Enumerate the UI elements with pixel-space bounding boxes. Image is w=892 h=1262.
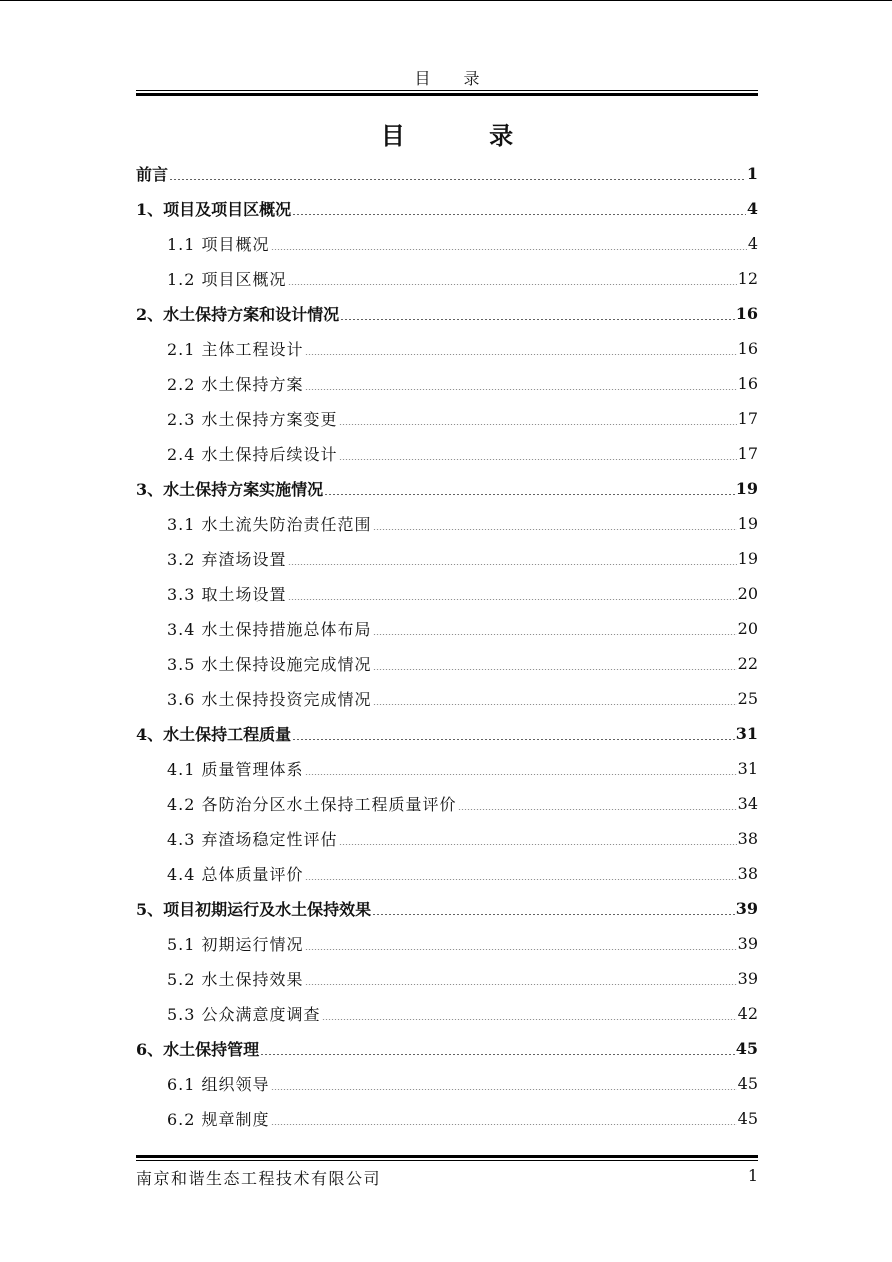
toc-leader-dots bbox=[339, 844, 737, 845]
toc-entry-label: 5、项目初期运行及水土保持效果 bbox=[136, 900, 372, 919]
toc-section-entry[interactable] bbox=[136, 436, 758, 471]
toc-entry-page: 31 bbox=[735, 724, 758, 743]
toc-leader-dots bbox=[288, 599, 737, 600]
toc-leader-dots bbox=[339, 424, 737, 425]
toc-entry-label: 2.3 水土保持方案变更 bbox=[167, 410, 338, 429]
footer-page-number: 1 bbox=[747, 1166, 758, 1185]
toc-entry-page: 20 bbox=[737, 584, 758, 603]
toc-entry-label: 4.2 各防治分区水土保持工程质量评价 bbox=[167, 795, 457, 814]
toc-entry-label: 3、水土保持方案实施情况 bbox=[136, 480, 324, 499]
toc-entry-label: 6、水土保持管理 bbox=[136, 1040, 260, 1059]
toc-entry-page: 19 bbox=[735, 479, 758, 498]
toc-entry-page: 39 bbox=[737, 934, 758, 953]
toc-chapter-entry[interactable] bbox=[136, 891, 758, 926]
toc-section-entry[interactable] bbox=[136, 681, 758, 716]
toc-entry-label: 6.1 组织领导 bbox=[167, 1075, 270, 1094]
toc-section-entry[interactable] bbox=[136, 926, 758, 961]
toc-entry-label: 5.3 公众满意度调查 bbox=[167, 1005, 321, 1024]
toc-leader-dots bbox=[271, 249, 747, 250]
toc-entry-label: 5.2 水土保持效果 bbox=[167, 970, 304, 989]
toc-leader-dots bbox=[292, 739, 735, 740]
footer-rule-thick bbox=[136, 1155, 758, 1158]
toc-leader-dots bbox=[339, 459, 737, 460]
toc-entry-label: 1、项目及项目区概况 bbox=[136, 200, 292, 219]
toc-section-entry[interactable] bbox=[136, 646, 758, 681]
toc-section-entry[interactable] bbox=[136, 226, 758, 261]
toc-entry-label: 4、水土保持工程质量 bbox=[136, 725, 292, 744]
toc-leader-dots bbox=[305, 354, 737, 355]
toc-entry-page: 39 bbox=[737, 969, 758, 988]
toc-entry-page: 16 bbox=[735, 304, 758, 323]
toc-chapter-entry[interactable] bbox=[136, 716, 758, 751]
toc-section-entry[interactable] bbox=[136, 1066, 758, 1101]
toc-entry-page: 22 bbox=[737, 654, 758, 673]
toc-entry-page: 4 bbox=[747, 234, 758, 253]
toc-entry-label: 4.3 弃渣场稳定性评估 bbox=[167, 830, 338, 849]
toc-leader-dots bbox=[169, 179, 746, 180]
toc-section-entry[interactable] bbox=[136, 541, 758, 576]
toc-entry-label: 1.2 项目区概况 bbox=[167, 270, 287, 289]
toc-entry-page: 19 bbox=[737, 549, 758, 568]
toc-section-entry[interactable] bbox=[136, 331, 758, 366]
toc-entry-label: 6.2 规章制度 bbox=[167, 1110, 270, 1129]
toc-section-entry[interactable] bbox=[136, 611, 758, 646]
toc-leader-dots bbox=[292, 214, 746, 215]
toc-entry-page: 38 bbox=[737, 864, 758, 883]
toc-leader-dots bbox=[373, 529, 737, 530]
toc-section-entry[interactable] bbox=[136, 261, 758, 296]
toc-leader-dots bbox=[372, 914, 735, 915]
toc-entry-page: 45 bbox=[737, 1074, 758, 1093]
toc-entry-page: 31 bbox=[737, 759, 758, 778]
toc-leader-dots bbox=[322, 1019, 737, 1020]
toc-leader-dots bbox=[271, 1089, 737, 1090]
toc-leader-dots bbox=[288, 284, 737, 285]
table-of-contents bbox=[136, 156, 758, 1136]
top-border-line bbox=[0, 0, 892, 1]
toc-section-entry[interactable] bbox=[136, 961, 758, 996]
header-rule-thick bbox=[136, 93, 758, 96]
toc-leader-dots bbox=[324, 494, 735, 495]
footer-rule-thin bbox=[136, 1160, 758, 1161]
toc-leader-dots bbox=[340, 319, 735, 320]
toc-leader-dots bbox=[305, 389, 737, 390]
toc-entry-page: 45 bbox=[737, 1109, 758, 1128]
toc-section-entry[interactable] bbox=[136, 1101, 758, 1136]
toc-chapter-entry[interactable] bbox=[136, 1031, 758, 1066]
toc-section-entry[interactable] bbox=[136, 506, 758, 541]
footer-company-name: 南京和谐生态工程技术有限公司 bbox=[136, 1169, 382, 1188]
running-header: 目 录 bbox=[414, 69, 494, 88]
toc-entry-page: 12 bbox=[737, 269, 758, 288]
toc-entry-page: 34 bbox=[737, 794, 758, 813]
toc-entry-page: 39 bbox=[735, 899, 758, 918]
toc-chapter-entry[interactable] bbox=[136, 296, 758, 331]
toc-entry-page: 19 bbox=[737, 514, 758, 533]
toc-entry-page: 45 bbox=[735, 1039, 758, 1058]
toc-leader-dots bbox=[373, 669, 737, 670]
header-rule-thin bbox=[136, 90, 758, 91]
toc-entry-label: 5.1 初期运行情况 bbox=[167, 935, 304, 954]
toc-entry-label: 3.1 水土流失防治责任范围 bbox=[167, 515, 372, 534]
toc-leader-dots bbox=[373, 704, 737, 705]
page-title: 目 录 bbox=[380, 121, 552, 150]
toc-entry-page: 16 bbox=[737, 339, 758, 358]
toc-section-entry[interactable] bbox=[136, 576, 758, 611]
toc-leader-dots bbox=[305, 949, 737, 950]
toc-leader-dots bbox=[271, 1124, 737, 1125]
toc-entry-label: 1.1 项目概况 bbox=[167, 235, 270, 254]
toc-leader-dots bbox=[305, 984, 737, 985]
toc-entry-page: 20 bbox=[737, 619, 758, 638]
toc-entry-label: 4.1 质量管理体系 bbox=[167, 760, 304, 779]
toc-entry-label: 3.2 弃渣场设置 bbox=[167, 550, 287, 569]
toc-leader-dots bbox=[260, 1054, 735, 1055]
toc-entry-label: 前言 bbox=[136, 165, 169, 184]
toc-leader-dots bbox=[373, 634, 737, 635]
toc-section-entry[interactable] bbox=[136, 786, 758, 821]
toc-entry-page: 16 bbox=[737, 374, 758, 393]
toc-leader-dots bbox=[305, 879, 737, 880]
toc-entry-label: 2.4 水土保持后续设计 bbox=[167, 445, 338, 464]
toc-entry-label: 3.5 水土保持设施完成情况 bbox=[167, 655, 372, 674]
toc-section-entry[interactable] bbox=[136, 996, 758, 1031]
toc-leader-dots bbox=[305, 774, 737, 775]
page-footer bbox=[136, 1166, 758, 1189]
toc-leader-dots bbox=[288, 564, 737, 565]
toc-chapter-entry[interactable] bbox=[136, 471, 758, 506]
toc-entry-label: 3.3 取土场设置 bbox=[167, 585, 287, 604]
toc-section-entry[interactable] bbox=[136, 401, 758, 436]
toc-chapter-entry[interactable] bbox=[136, 191, 758, 226]
toc-chapter-entry[interactable] bbox=[136, 156, 758, 191]
toc-entry-page: 4 bbox=[746, 199, 758, 218]
toc-section-entry[interactable] bbox=[136, 751, 758, 786]
toc-entry-label: 3.6 水土保持投资完成情况 bbox=[167, 690, 372, 709]
toc-entry-page: 17 bbox=[737, 409, 758, 428]
toc-entry-page: 1 bbox=[746, 164, 758, 183]
toc-entry-label: 2.1 主体工程设计 bbox=[167, 340, 304, 359]
toc-entry-page: 38 bbox=[737, 829, 758, 848]
toc-leader-dots bbox=[458, 809, 737, 810]
toc-entry-label: 2.2 水土保持方案 bbox=[167, 375, 304, 394]
toc-section-entry[interactable] bbox=[136, 856, 758, 891]
toc-entry-page: 25 bbox=[737, 689, 758, 708]
toc-entry-page: 42 bbox=[737, 1004, 758, 1023]
toc-section-entry[interactable] bbox=[136, 366, 758, 401]
toc-entry-label: 3.4 水土保持措施总体布局 bbox=[167, 620, 372, 639]
toc-entry-label: 2、水土保持方案和设计情况 bbox=[136, 305, 340, 324]
toc-entry-label: 4.4 总体质量评价 bbox=[167, 865, 304, 884]
toc-section-entry[interactable] bbox=[136, 821, 758, 856]
toc-entry-page: 17 bbox=[737, 444, 758, 463]
